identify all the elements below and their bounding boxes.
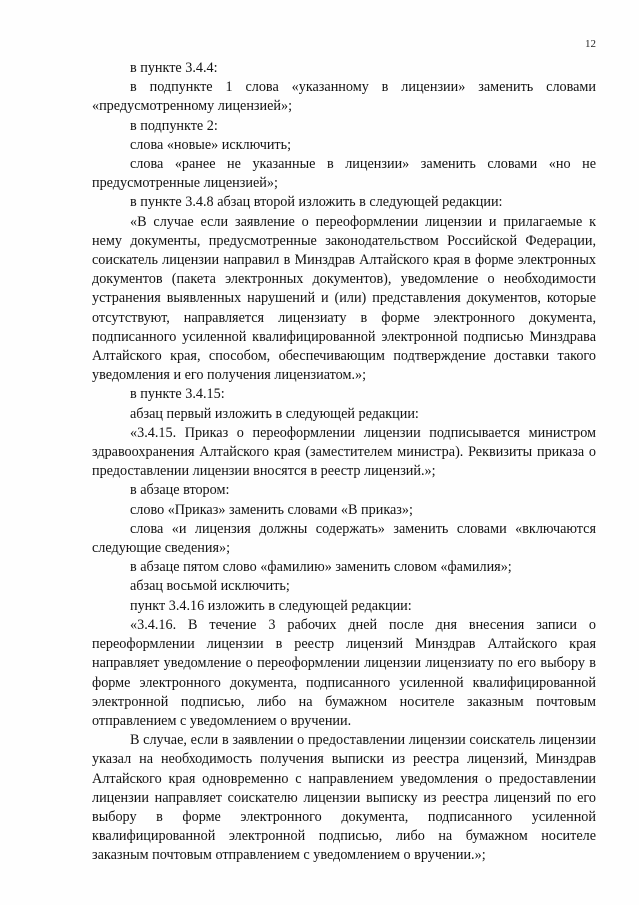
page-number: 12 bbox=[585, 38, 596, 50]
paragraph-7: «В случае если заявление о переоформлении лицензии и прилагаемые к нему документы, предусмотренные законодательством Российской Федерации, соискатель лицензии направил в Минздрав Алтайского края в форме электронных документов (пакета электронных документов), уведомление о необходимости устранения выявленных нарушений и (или) представления документов, которые отсутствуют, направляется лицензиату в форме электронного документа, подписанного усиленной квалифицированной электронной подписью Минздрава Алтайского края, способом, обеспечивающим подтверждение доставки такого уведомления и его получения лицензиатом.»; bbox=[92, 213, 596, 384]
paragraph-2: в подпункте 1 слова «указанному в лицензии» заменить словами «предусмотренному лицензией»; bbox=[92, 79, 596, 115]
paragraph-1: в пункте 3.4.4: bbox=[130, 60, 218, 76]
paragraph-6: в пункте 3.4.8 абзац второй изложить в следующей редакции: bbox=[130, 194, 503, 211]
paragraph-5: слова «ранее не указанные в лицензии» заменить словами «но не предусмотренные лицензией»; bbox=[92, 156, 596, 192]
paragraph-11: в абзаце втором: bbox=[130, 482, 230, 499]
paragraph-10: «3.4.15. Приказ о переоформлении лицензии подписывается министром здравоохранения Алтайского края (заместителем министра). Реквизиты приказа о предоставлении лицензии вносятся в реестр лицензий.»; bbox=[92, 424, 596, 480]
paragraph-18: В случае, если в заявлении о предоставлении лицензии соискатель лицензии указал на необходимость получения выписки из реестра лицензий, Минздрав Алтайского края одновременно с направлением уведомления о предоставлении лицензии направляет соискателю лицензии выписку из реестра лицензий по его выбору в форме электронного документа, подписанного усиленной квалифицированной электронной подписью, либо на бумажном носителе заказным почтовым отправлением с уведомлением о вручении.»; bbox=[92, 732, 596, 864]
paragraph-13: слова «и лицензия должны содержать» заменить словами «включаются следующие сведения»; bbox=[92, 520, 596, 557]
paragraph-14: в абзаце пятом слово «фамилию» заменить словом «фамилия»; bbox=[130, 559, 512, 576]
paragraph-12: слово «Приказ» заменить словами «В приказ»; bbox=[130, 501, 413, 518]
paragraph-4: слова «новые» исключить; bbox=[130, 136, 292, 153]
paragraph-17: «3.4.16. В течение 3 рабочих дней после дня внесения записи о переоформлении лицензии в реестр лицензий Минздрав Алтайского края направляет уведомление о переоформлении лицензии лицензиату по его выбору в форме электронного документа, подписанного усиленной квалифицированной электронной подписью, либо на бумажном носителе заказным почтовым отправлением с уведомлением о вручении. bbox=[92, 616, 596, 729]
paragraph-8: в пункте 3.4.15: bbox=[130, 386, 225, 403]
paragraph-15: абзац восьмой исключить; bbox=[130, 578, 290, 595]
document-body bbox=[92, 59, 596, 866]
paragraph-9: абзац первый изложить в следующей редакции: bbox=[130, 405, 419, 422]
paragraph-16: пункт 3.4.16 изложить в следующей редакции: bbox=[130, 597, 412, 614]
paragraph-3: в подпункте 2: bbox=[130, 117, 218, 134]
